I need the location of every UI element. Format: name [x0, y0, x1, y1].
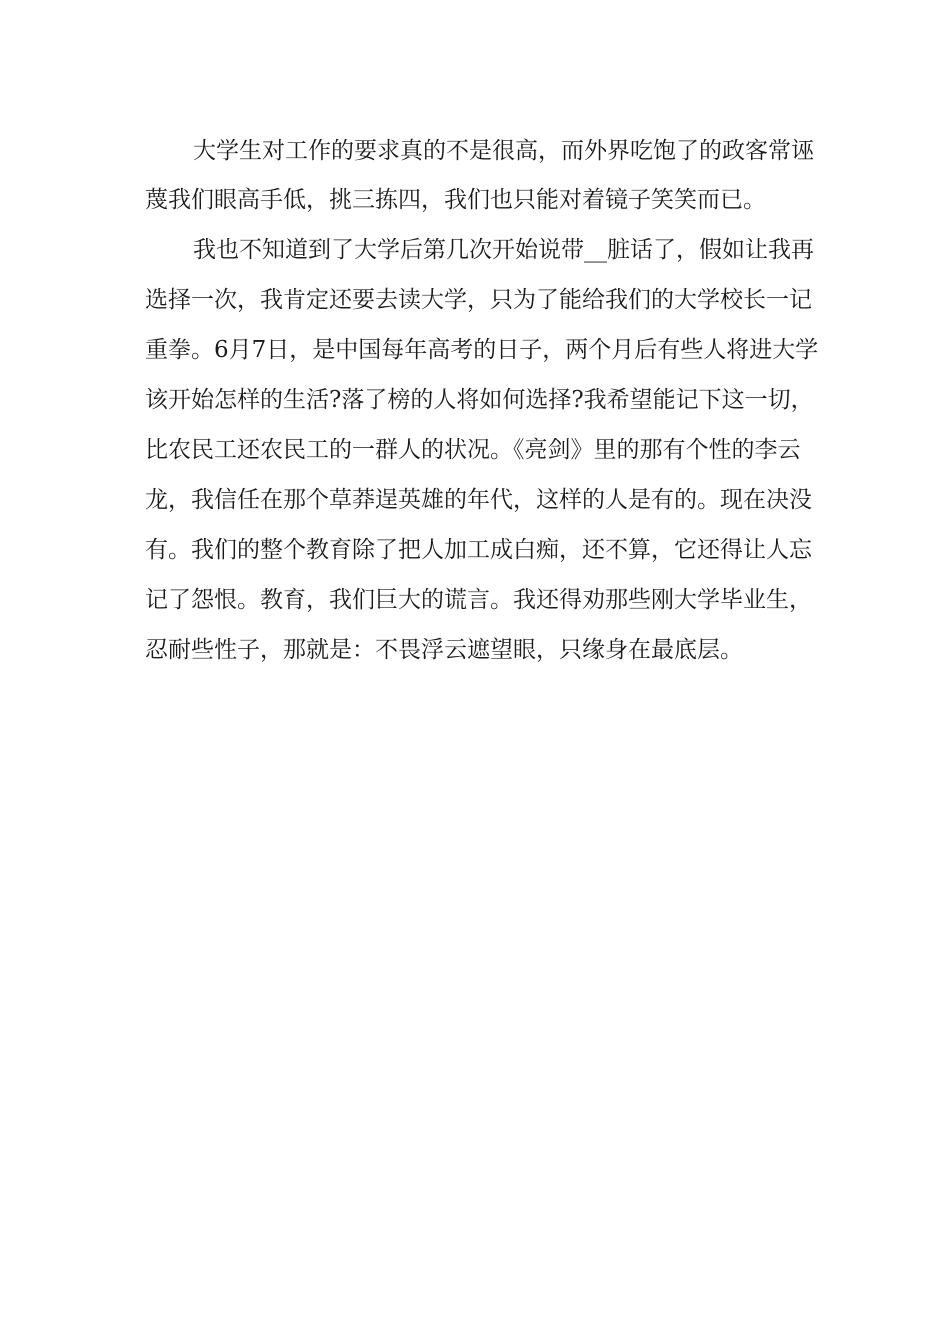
text-line: 选择一次，我肯定还要去读大学，只为了能给我们的大学校长一记 [145, 287, 812, 313]
text-line: 有。我们的整个教育除了把人加工成白痴，还不算，它还得让人忘 [145, 537, 812, 563]
text-line: 比农民工还农民工的一群人的状况。《亮剑》里的那有个性的李云 [145, 437, 801, 463]
text-line: 忍耐些性子，那就是：不畏浮云遮望眼，只缘身在最底层。 [145, 637, 743, 663]
text-line: 蔑我们眼高手低，挑三拣四，我们也只能对着镜子笑笑而已。 [145, 187, 766, 213]
text-line: 大学生对工作的要求真的不是很高，而外界吃饱了的政客常诬 [193, 138, 814, 164]
text-line: 记了怨恨。教育，我们巨大的谎言。我还得劝那些刚大学毕业生， [145, 587, 812, 613]
text-line: 我也不知道到了大学后第几次开始说带__脏话了，假如让我再 [193, 237, 814, 263]
text-line: 该开始怎样的生活?落了榜的人将如何选择?我希望能记下这一切， [145, 387, 814, 413]
text-line: 重拳。6月7日，是中国每年高考的日子，两个月后有些人将进大学 [145, 337, 819, 363]
text-line: 龙，我信任在那个草莽逞英雄的年代，这样的人是有的。现在决没 [145, 487, 812, 513]
